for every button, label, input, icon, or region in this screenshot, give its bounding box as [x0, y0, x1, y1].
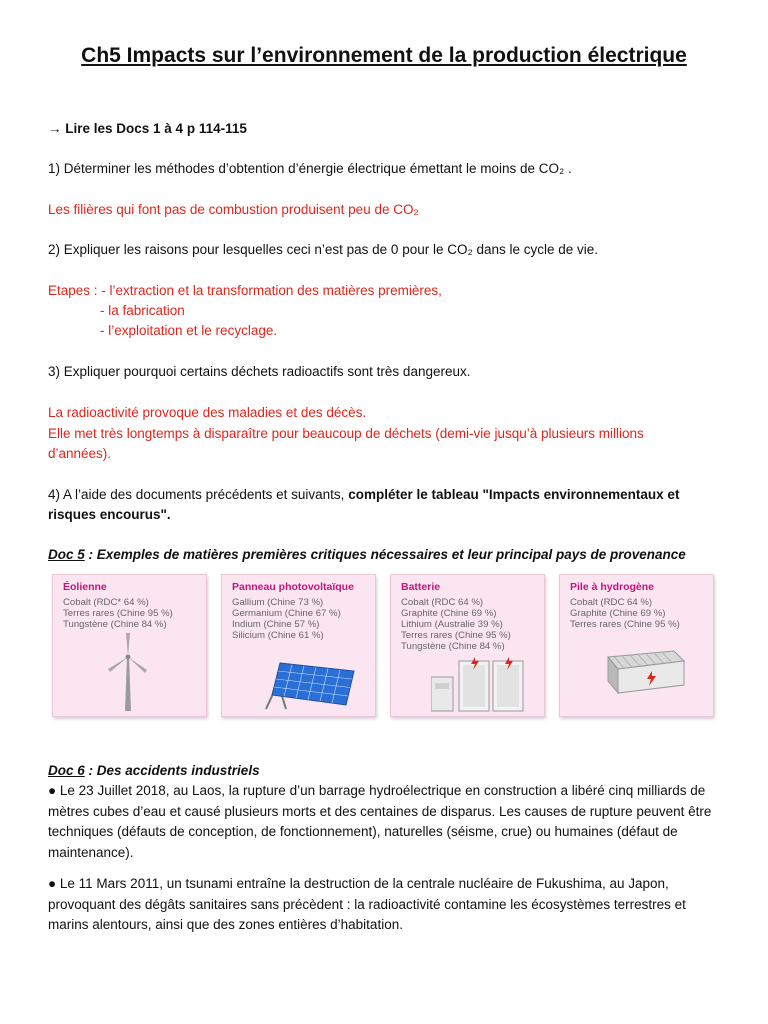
question-4 [48, 485, 728, 525]
question-1: 1) Déterminer les méthodes d’obtention d’énergie électrique émettant le moins de CO₂ . [48, 161, 572, 176]
doc6-heading [48, 761, 728, 781]
answer-2-line-1: Etapes : - l’extraction et la transformation des matières premières, [48, 283, 442, 298]
answer-3-line-1: La radioactivité provoque des maladies et des décès. [48, 405, 367, 420]
card-title: Éolienne [63, 581, 107, 593]
card-item: Graphite (Chine 69 %) [570, 608, 666, 619]
card-item: Cobalt (RDC 64 %) [570, 597, 653, 608]
card-item: Graphite (Chine 69 %) [401, 608, 497, 619]
doc6-paragraph-2: ● Le 11 Mars 2011, un tsunami entraîne la destruction de la centrale nucléaire de Fukushima, au Japon, provoquant des dégâts sanitaires sans précèdent : la radioactivité contamine les écosystèmes terrestres et marins alentours, ainsi que des zones entières d’habitation. [48, 876, 686, 932]
card-panneau-photovoltaique [221, 574, 376, 717]
doc5-title: : Exemples de matières premières critiques nécessaires et leur principal pays de provenance [84, 547, 686, 562]
card-item: Silicium (Chine 61 %) [232, 630, 324, 641]
answer-3-line-2: Elle met très longtemps à disparaître pour beaucoup de déchets (demi-vie jusqu’à plusieurs millions d’années). [48, 426, 644, 461]
question-4-bold: compléter le tableau "Impacts environnementaux et risques encourus". [48, 487, 680, 522]
solar-panel-icon [258, 653, 358, 711]
answer-2-line-2: - la fabrication [100, 303, 185, 318]
card-item: Tungstène (Chine 84 %) [63, 619, 167, 630]
card-title: Panneau photovoltaïque [232, 581, 354, 593]
doc6-title: : Des accidents industriels [84, 763, 260, 778]
card-batterie [390, 574, 545, 717]
answer-1: Les filières qui font pas de combustion produisent peu de CO₂ [48, 202, 419, 217]
card-pile-hydrogene [559, 574, 714, 717]
card-item: Lithium (Australie 39 %) [401, 619, 503, 630]
fuel-cell-icon [600, 641, 690, 701]
doc5-label: Doc 5 [48, 547, 85, 562]
question-2: 2) Expliquer les raisons pour lesquelles ceci n’est pas de 0 pour le CO₂ dans le cycle de vie. [48, 242, 599, 257]
card-item: Terres rares (Chine 95 %) [570, 619, 680, 630]
wind-turbine-icon [103, 631, 153, 711]
card-item: Germanium (Chine 67 %) [232, 608, 341, 619]
doc5-heading [48, 545, 728, 565]
battery-cabinet-icon [431, 655, 531, 713]
card-item: Terres rares (Chine 95 %) [63, 608, 173, 619]
question-3: 3) Expliquer pourquoi certains déchets radioactifs sont très dangereux. [48, 364, 471, 379]
card-item: Terres rares (Chine 95 %) [401, 630, 511, 641]
card-item: Gallium (Chine 73 %) [232, 597, 324, 608]
card-item: Cobalt (RDC 64 %) [401, 597, 484, 608]
doc6-label: Doc 6 [48, 763, 85, 778]
page-title: Ch5 Impacts sur l’environnement de la production électrique [81, 44, 687, 67]
card-item: Tungstène (Chine 84 %) [401, 641, 505, 652]
card-eolienne [52, 574, 207, 717]
doc6-paragraph-1: ● Le 23 Juillet 2018, au Laos, la rupture d’un barrage hydroélectrique en construction a libéré cinq milliards de mètres cubes d’eau et causé plusieurs morts et des centaines de disparus. Les causes de rupture peuvent être techniques (défauts de conception, de fonctionnement), naturelles (séisme, crue) ou humaines (défaut de maintenance). [48, 783, 712, 860]
instruction: → Lire les Docs 1 à 4 p 114-115 [48, 121, 247, 136]
card-title: Batterie [401, 581, 441, 593]
answer-2-line-3: - l’exploitation et le recyclage. [100, 323, 278, 338]
doc5-cards [52, 574, 714, 717]
card-item: Cobalt (RDC* 64 %) [63, 597, 149, 608]
question-4-prefix: 4) A l’aide des documents précédents et suivants, [48, 487, 349, 502]
card-item: Indium (Chine 57 %) [232, 619, 320, 630]
card-title: Pile à hydrogène [570, 581, 655, 593]
